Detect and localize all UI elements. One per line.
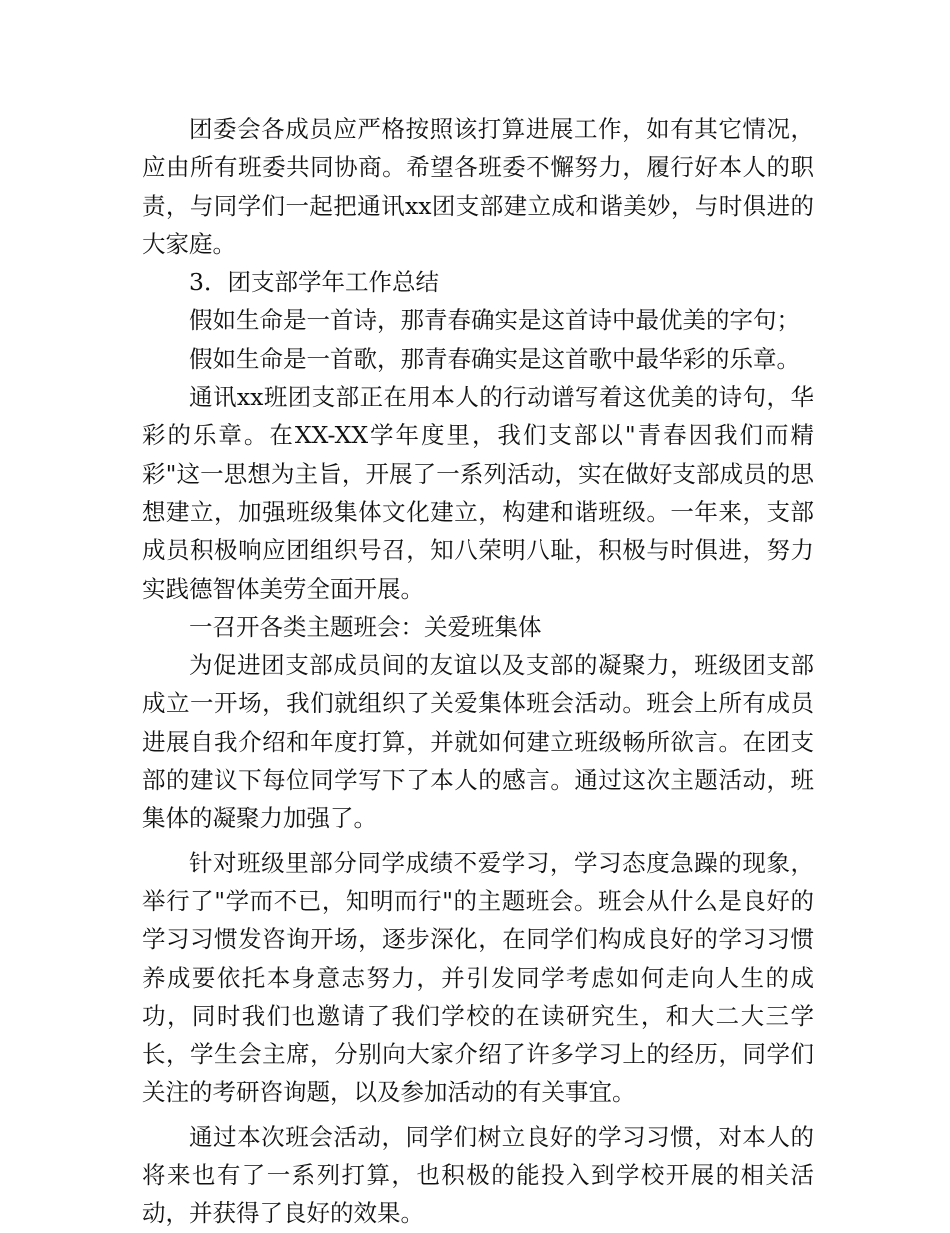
poem-line-1: 假如生命是一首诗，那青春确实是这首诗中最优美的字句； — [189, 306, 800, 335]
paragraph-study-meeting: 针对班级里部分同学成绩不爱学习，学习态度急躁的现象，举行了"学而不已，知明而行"的主题班会。班会从什么是良好的学习习惯发咨询开场，逐步深化，在同学们构成良好的学习习惯养成要依托本身意志努力，并引发同学考虑如何走向人生的成功，同时我们也邀请了我们学校的在读研究生，和大二大三学长，学生会主席，分别向大家介绍了许多学习上的经历，同学们关注的考研咨询题，以及参加活动的有关事宜。 — [142, 848, 814, 1107]
section-heading-annual-summary: 3．团支部学年工作总结 — [189, 268, 439, 297]
subheading-class-meetings: 一召开各类主题班会：关爱班集体 — [189, 612, 542, 641]
paragraph-meeting-results: 通过本次班会活动，同学们树立良好的学习习惯，对本人的将来也有了一系列打算，也积极的能投入到学校开展的相关活动，并获得了良好的效果。 — [142, 1122, 814, 1228]
paragraph-branch-overview: 通讯xx班团支部正在用本人的行动谱写着这优美的诗句，华彩的乐章。在XX-XX学年度里，我们支部以"青春因我们而精彩"这一思想为主旨，开展了一系列活动，实在做好支部成员的思想建立，加强班级集体文化建立，构建和谐班级。一年来，支部成员积极响应团组织号召，知八荣明八耻，积极与时俱进，努力实践德智体美劳全面开展。 — [142, 383, 814, 603]
paragraph-committee-work: 团委会各成员应严格按照该打算进展工作，如有其它情况，应由所有班委共同协商。希望各班委不懈努力，履行好本人的职责，与同学们一起把通讯xx团支部建立成和谐美妙，与时俱进的大家庭。 — [142, 115, 814, 258]
poem-line-2: 假如生命是一首歌，那青春确实是这首歌中最华彩的乐章。 — [189, 344, 800, 373]
paragraph-care-meeting: 为促进团支部成员间的友谊以及支部的凝聚力，班级团支部成立一开场，我们就组织了关爱集体班会活动。班会上所有成员进展自我介绍和年度打算，并就如何建立班级畅所欲言。在团支部的建议下每位同学写下了本人的感言。通过这次主题活动，班集体的凝聚力加强了。 — [142, 651, 814, 833]
document-body — [142, 110, 814, 1233]
